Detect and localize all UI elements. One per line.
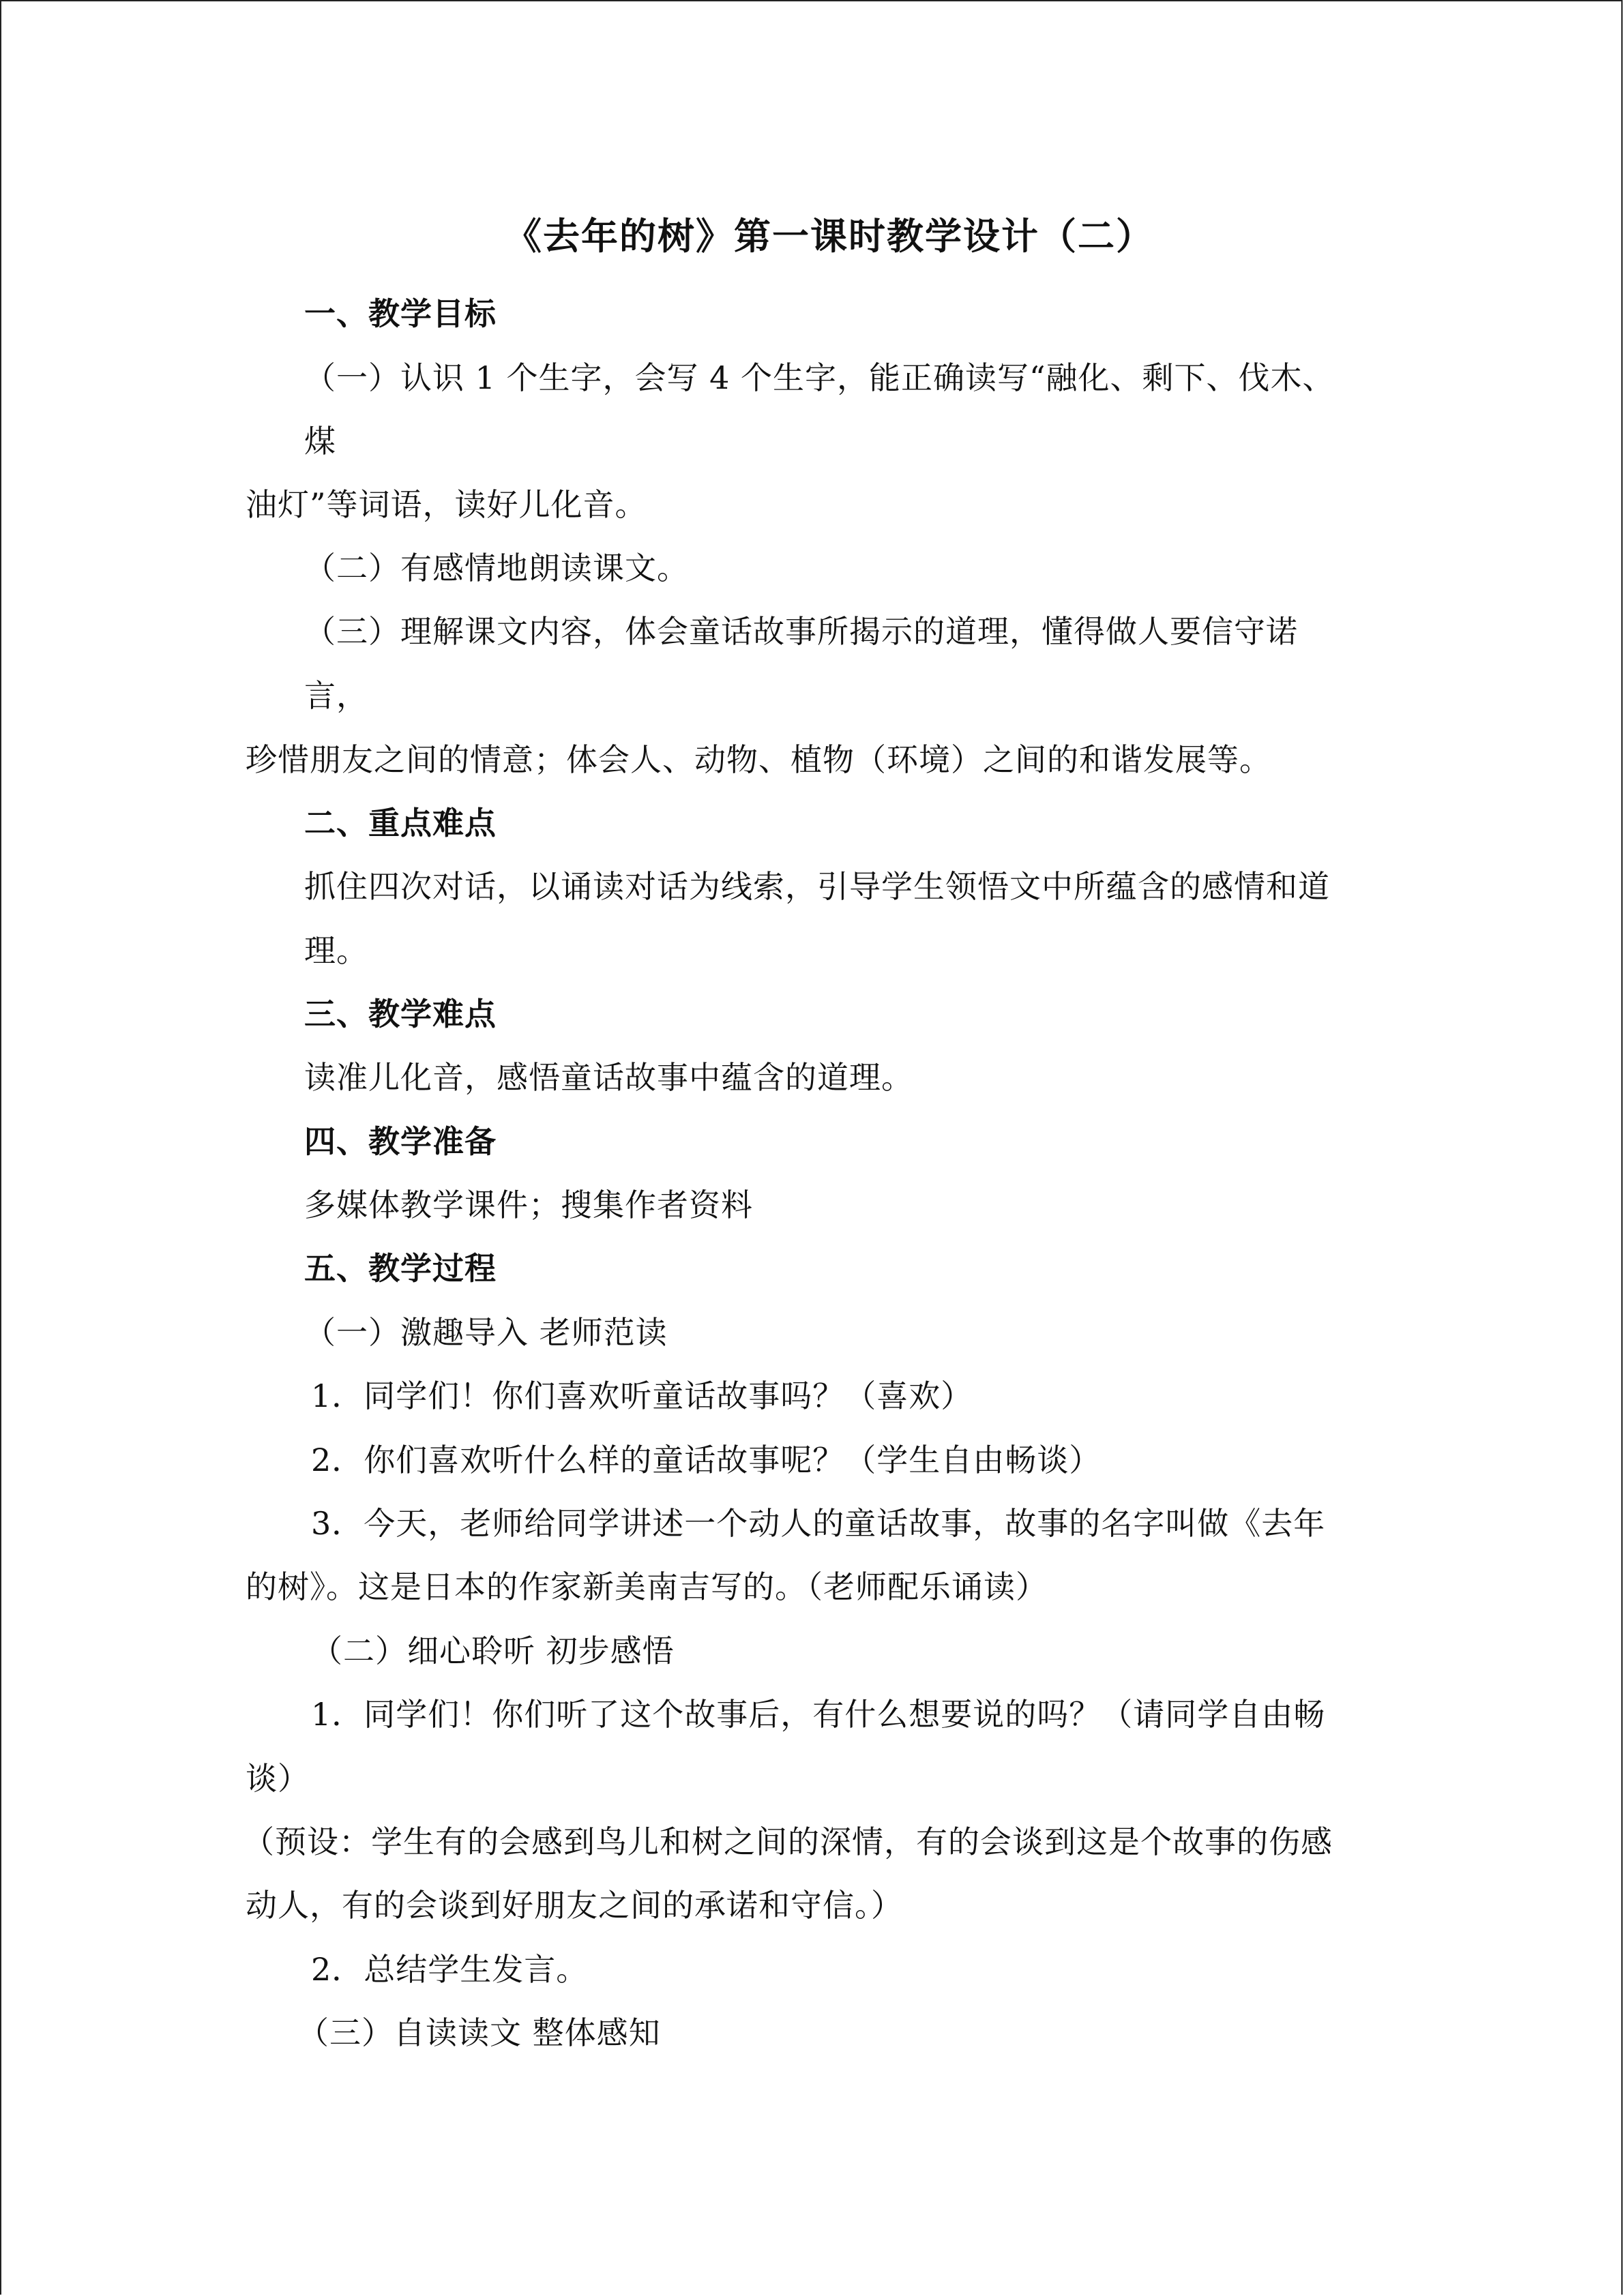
- objective-1-line-3: 油灯”等词语，读好儿化音。: [246, 486, 647, 523]
- section-heading-objectives: 一、教学目标: [304, 295, 497, 332]
- process-step-1-item-2: 2．你们喜欢听什么样的童话故事呢？（学生自由畅谈）: [311, 1442, 1102, 1478]
- process-step-1-item-3-line-1: 3．今天，老师给同学讲述一个动人的童话故事，故事的名字叫做《去年: [311, 1505, 1326, 1542]
- key-points-line-2: 理。: [304, 932, 368, 969]
- process-step-2-preset-line-2: 动人，有的会谈到好朋友之间的承诺和守信。）: [246, 1887, 903, 1924]
- preparation-text: 多媒体教学课件；搜集作者资料: [304, 1187, 753, 1223]
- section-heading-process: 五、教学过程: [304, 1250, 497, 1287]
- section-heading-difficulties: 三、教学难点: [304, 996, 497, 1032]
- section-heading-key-points: 二、重点难点: [304, 805, 497, 841]
- process-step-3-heading: （三）自读读文 整体感知: [297, 2014, 661, 2051]
- section-heading-preparation: 四、教学准备: [304, 1123, 497, 1160]
- process-step-2-item-1-line-2: 谈）: [246, 1760, 310, 1797]
- process-step-2-item-1-line-1: 1．同学们！你们听了这个故事后，有什么想要说的吗？（请同学自由畅: [311, 1696, 1326, 1733]
- process-step-2-item-2: 2．总结学生发言。: [311, 1951, 589, 1988]
- objective-1-line-1: （一）认识 1 个生字，会写 4 个生字，能正确读写“融化、剩下、伐木、: [304, 359, 1335, 396]
- key-points-line-1: 抓住四次对话，以诵读对话为线索，引导学生领悟文中所蕴含的感情和道: [304, 868, 1330, 905]
- difficulties-text: 读准儿化音，感悟童话故事中蕴含的道理。: [304, 1059, 913, 1096]
- objective-3-line-2: 言，: [304, 677, 368, 714]
- process-step-1-item-3-line-2: 的树》。这是日本的作家新美南吉写的。（老师配乐诵读）: [246, 1568, 1048, 1605]
- process-step-1-heading: （一）激趣导入 老师范读: [304, 1314, 668, 1351]
- process-step-1-item-1: 1．同学们！你们喜欢听童话故事吗？（喜欢）: [311, 1377, 973, 1414]
- process-step-2-heading: （二）细心聆听 初步感悟: [311, 1632, 675, 1669]
- objective-3-line-3: 珍惜朋友之间的情意；体会人、动物、植物（环境）之间的和谐发展等。: [246, 741, 1271, 778]
- objective-1-line-2: 煤: [304, 423, 336, 460]
- objective-3-line-1: （三）理解课文内容，体会童话故事所揭示的道理，懂得做人要信守诺: [304, 613, 1298, 650]
- page-title: 《去年的树》第一课时教学设计（二）: [505, 214, 1154, 258]
- objective-2: （二）有感情地朗读课文。: [304, 550, 689, 586]
- process-step-2-preset-line-1: （预设：学生有的会感到鸟儿和树之间的深情，有的会谈到这是个故事的伤感: [243, 1823, 1333, 1860]
